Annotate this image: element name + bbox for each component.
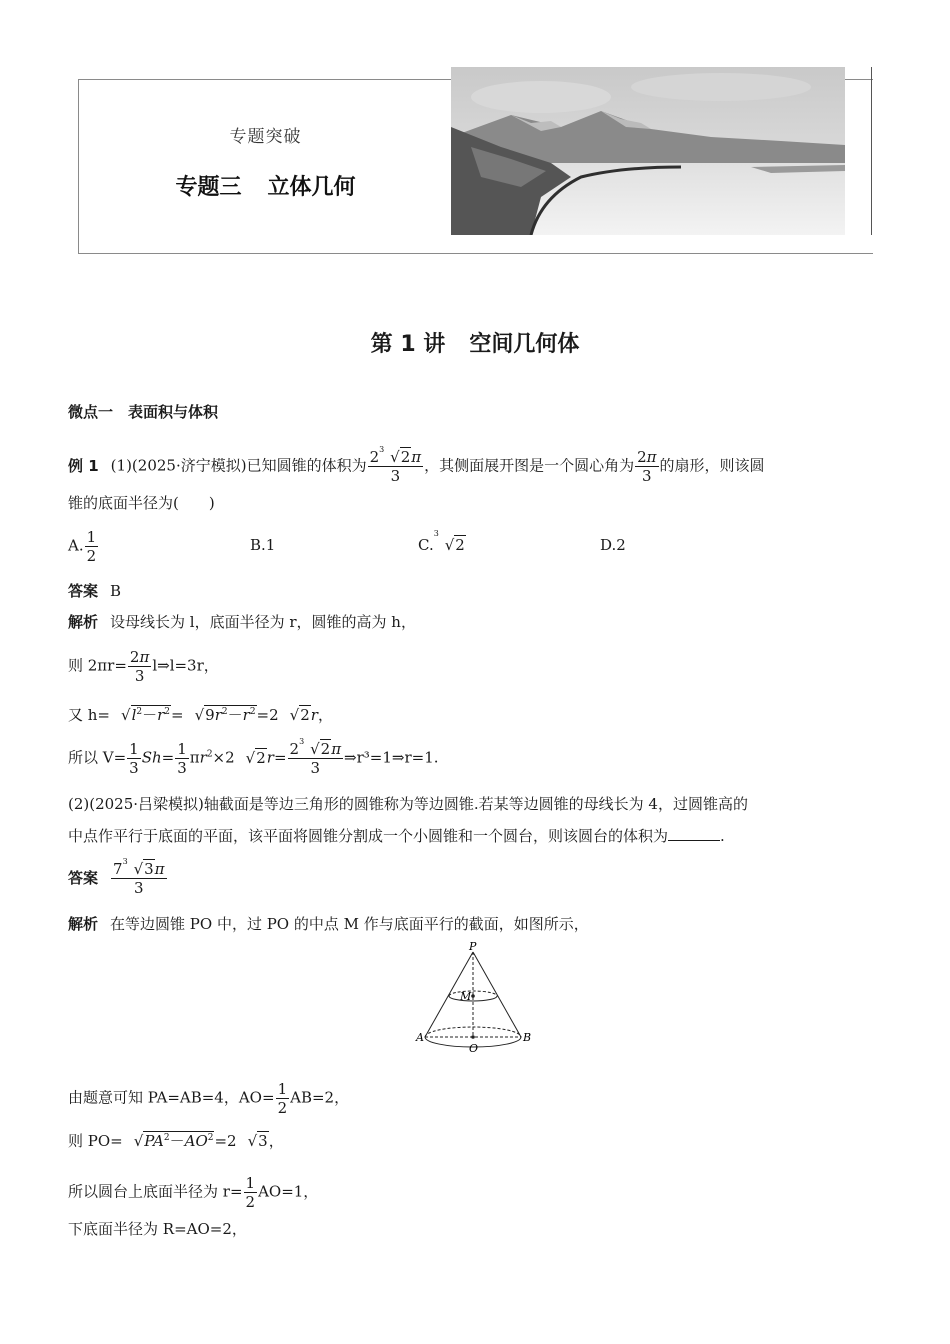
p2-step2-prefix: 则 PO= xyxy=(68,1132,123,1150)
volume-fraction: 2 3 √2π 3 xyxy=(369,445,422,485)
banner-edge-line xyxy=(871,67,872,235)
example-label: 例 1 xyxy=(68,456,99,475)
p2-step1-prefix: 由题意可知 PA=AB=4，AO= xyxy=(68,1088,275,1107)
cone-figure xyxy=(410,940,540,1060)
answer-label: 答案 xyxy=(68,582,99,600)
analysis1-intro xyxy=(68,612,416,632)
option-a xyxy=(68,528,99,565)
step2-prefix: 又 h= xyxy=(68,706,110,724)
answer2-label: 答案 xyxy=(68,868,99,887)
banner-text xyxy=(79,80,452,253)
answer1 xyxy=(68,581,121,601)
option-c-label: C. xyxy=(418,536,434,554)
p2-step1-suffix: AB=2， xyxy=(290,1088,350,1107)
example1-stem-line2: 锥的底面半径为( ) xyxy=(68,494,215,512)
analysis1-step3: 所以 V= $\frac{1}{3}$ Sh= $\frac{1}{3}$ $\pi r^2\times 2$ √2r= 2 3 √2π 3 ⇒r³=1⇒r=1. xyxy=(68,737,439,777)
option-a-fraction: $\frac{1}{2}$ xyxy=(86,528,97,565)
option-c-radical: 3 √2 xyxy=(433,529,465,554)
analysis-label: 解析 xyxy=(68,613,99,631)
topic-name: 立体几何 xyxy=(267,175,356,200)
part2-stem-line2: 中点作平行于底面的平面，该平面将圆锥分割成一个小圆锥和一个圆台，则该圆台的体积为 . xyxy=(68,827,725,845)
stem-c: 的扇形，则该圆 xyxy=(659,456,765,475)
step1-prefix: 则 2πr= xyxy=(68,656,127,675)
analysis2-step4: 下底面半径为 R=AO=2， xyxy=(68,1220,247,1238)
answer2 xyxy=(68,857,168,897)
step3-prefix: 所以 V= xyxy=(68,748,127,767)
lecture-name: 空间几何体 xyxy=(469,332,580,357)
series-title: 专题突破 xyxy=(229,127,302,147)
option-a-label: A. xyxy=(68,536,84,555)
option-c xyxy=(418,529,466,554)
option-d: D.2 xyxy=(600,536,626,554)
answer-value: B xyxy=(110,582,122,600)
label-m: M xyxy=(460,990,472,1003)
label-a: A xyxy=(416,1031,424,1044)
analysis2-step3: 所以圆台上底面半径为 r= $\frac{1}{2}$ AO=1， xyxy=(68,1174,319,1211)
stem-a: (1)(2025·济宁模拟)已知圆锥的体积为 xyxy=(110,456,367,475)
analysis2-step2: 则 $PO= √PA^2-AO^2=2$ √3， xyxy=(68,1132,284,1150)
topic-title xyxy=(79,170,452,201)
p2-step3-suffix: AO=1， xyxy=(258,1182,319,1201)
part2-stem-text: 中点作平行于底面的平面，该平面将圆锥分割成一个小圆锥和一个圆台，则该圆台的体积为 xyxy=(68,827,669,845)
label-p: P xyxy=(469,940,477,953)
landscape-photo xyxy=(451,67,845,235)
part2-stem-line1: (2)(2025·吕梁模拟)轴截面是等边三角形的圆锥称为等边圆锥.若某等边圆锥的母线长为 4，过圆锥高的 xyxy=(68,795,748,813)
answer-blank xyxy=(668,826,720,841)
step1-suffix: l⇒l=3r， xyxy=(152,656,219,675)
step1-fraction: $\frac{2\pi}{3}$ xyxy=(129,648,150,685)
lecture-title xyxy=(0,327,950,358)
stem-b: ，其侧面展开图是一个圆心角为 xyxy=(424,456,635,475)
label-b: B xyxy=(523,1031,532,1044)
analysis1-intro-text: 设母线长为 l，底面半径为 r，圆锥的高为 h， xyxy=(110,613,416,631)
section-heading: 微点一 表面积与体积 xyxy=(68,403,219,421)
option-b: B.1 xyxy=(250,536,276,554)
analysis1-step1 xyxy=(68,648,219,685)
p2-step3-prefix: 所以圆台上底面半径为 r= xyxy=(68,1182,243,1201)
analysis2-intro xyxy=(68,914,589,934)
analysis2-intro-text: 在等边圆锥 PO 中，过 PO 的中点 M 作与底面平行的截面，如图所示， xyxy=(110,915,589,933)
lecture-number: 第 1 讲 xyxy=(370,332,446,357)
example1-stem-line1 xyxy=(68,445,765,485)
step3-suffix: ⇒r³=1⇒r=1. xyxy=(344,748,439,767)
analysis2-label: 解析 xyxy=(68,915,99,933)
label-o: O xyxy=(469,1042,479,1055)
answer2-fraction: 7 3 √3π 3 xyxy=(113,857,165,897)
topic-number: 专题三 xyxy=(175,175,242,200)
analysis2-step1: 由题意可知 PA=AB=4，AO= $\frac{1}{2}$ AB=2， xyxy=(68,1080,350,1117)
analysis1-step2: 又 $h= √l^2-r^2= √9r^2-r^2=2$ √2r， xyxy=(68,706,333,724)
angle-fraction: $\frac{2\pi}{3}$ xyxy=(637,448,657,485)
